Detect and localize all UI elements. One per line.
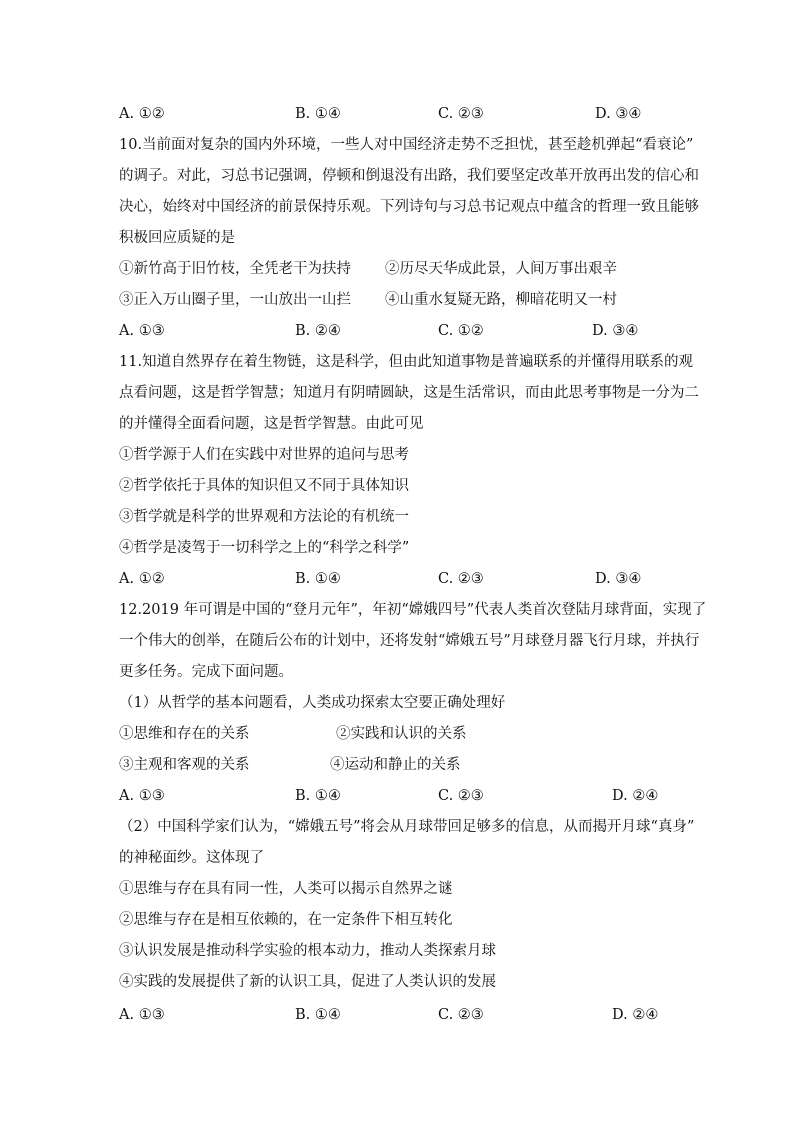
q12-sub1-option-a: A. ①③ — [119, 788, 165, 804]
q12-sub2-option-a: A. ①③ — [119, 1007, 165, 1023]
q12-sub1-option-c: C. ②③ — [438, 788, 484, 804]
q10-item-1: ①新竹高于旧竹枝，全凭老干为扶持 — [119, 261, 351, 277]
q10-item-2: ②历尽天华成此景，人间万事出艰辛 — [385, 261, 617, 277]
q11-stem-line: 的并懂得全面看问题，这是哲学智慧。由此可见 — [119, 416, 424, 432]
q12-sub2-option-d: D. ②④ — [612, 1007, 659, 1023]
q12-sub1-item-2: ②实践和认识的关系 — [336, 726, 467, 742]
q10-stem-line: 积极回应质疑的是 — [119, 230, 235, 246]
q9-option-c: C. ②③ — [438, 106, 484, 122]
q10-item-4: ④山重水复疑无路，柳暗花明又一村 — [385, 292, 617, 308]
q11-option-d: D. ③④ — [595, 571, 642, 587]
q11-stem-line: 点看问题，这是哲学智慧；知道月有阴晴圆缺，这是生活常识，而由此思考事物是一分为二 — [119, 385, 699, 401]
q10-option-a: A. ①③ — [119, 323, 165, 339]
q12-sub2-item-1: ①思维与存在具有同一性，人类可以揭示自然界之谜 — [119, 881, 453, 897]
q11-item-3: ③哲学就是科学的世界观和方法论的有机统一 — [119, 509, 409, 525]
q10-option-b: B. ②④ — [295, 323, 341, 339]
q12-sub1-option-d: D. ②④ — [612, 788, 659, 804]
q10-item-3: ③正入万山圈子里，一山放出一山拦 — [119, 292, 351, 308]
q11-stem-line: 11.知道自然界存在着生物链，这是科学，但由此知道事物是普遍联系的并懂得用联系的观 — [119, 354, 694, 370]
q12-sub1-option-b: B. ①④ — [295, 788, 341, 804]
q11-item-4: ④哲学是凌驾于一切科学之上的“科学之科学” — [119, 540, 410, 556]
q12-sub2-stem-line: （2）中国科学家们认为，“嫦娥五号”将会从月球带回足够多的信息，从而揭开月球“真身” — [119, 819, 695, 835]
q12-sub2-stem-line: 的神秘面纱。这体现了 — [119, 850, 264, 866]
q10-stem-line: 10.当前面对复杂的国内外环境，一些人对中国经济走势不乏担忧，甚至趁机弹起“看衰论” — [119, 137, 694, 153]
q9-option-a: A. ①② — [119, 106, 165, 122]
q12-sub1-item-4: ④运动和静止的关系 — [330, 757, 461, 773]
q12-sub1-stem: （1）从哲学的基本问题看，人类成功探索太空要正确处理好 — [119, 695, 506, 711]
q12-sub1-item-3: ③主观和客观的关系 — [119, 757, 250, 773]
q12-stem-line: 一个伟大的创举，在随后公布的计划中，还将发射“嫦娥五号”月球登月器飞行月球，并执行 — [119, 633, 700, 649]
q10-option-c: C. ①② — [438, 323, 484, 339]
q12-sub2-option-c: C. ②③ — [438, 1007, 484, 1023]
q9-option-b: B. ①④ — [295, 106, 341, 122]
q12-sub2-item-2: ②思维与存在是相互依赖的，在一定条件下相互转化 — [119, 912, 453, 928]
q12-sub2-item-3: ③认识发展是推动科学实验的根本动力，推动人类探索月球 — [119, 943, 496, 959]
q12-stem-line: 12.2019 年可谓是中国的“登月元年”，年初“嫦娥四号”代表人类首次登陆月球背面，实现了 — [119, 602, 707, 618]
q12-sub2-item-4: ④实践的发展提供了新的认识工具，促进了人类认识的发展 — [119, 974, 496, 990]
q12-stem-line: 更多任务。完成下面问题。 — [119, 664, 293, 680]
q11-item-1: ①哲学源于人们在实践中对世界的追问与思考 — [119, 447, 409, 463]
q10-option-d: D. ③④ — [592, 323, 639, 339]
q10-stem-line: 决心，始终对中国经济的前景保持乐观。下列诗句与习总书记观点中蕴含的哲理一致且能够 — [119, 199, 699, 215]
q10-stem-line: 的调子。对此，习总书记强调，停顿和倒退没有出路，我们要坚定改革开放再出发的信心和 — [119, 168, 699, 184]
q11-option-b: B. ①④ — [295, 571, 341, 587]
q9-option-d: D. ③④ — [595, 106, 642, 122]
q12-sub2-option-b: B. ①④ — [295, 1007, 341, 1023]
q11-option-a: A. ①② — [119, 571, 165, 587]
q11-item-2: ②哲学依托于具体的知识但又不同于具体知识 — [119, 478, 409, 494]
q11-option-c: C. ②③ — [438, 571, 484, 587]
q12-sub1-item-1: ①思维和存在的关系 — [119, 726, 250, 742]
